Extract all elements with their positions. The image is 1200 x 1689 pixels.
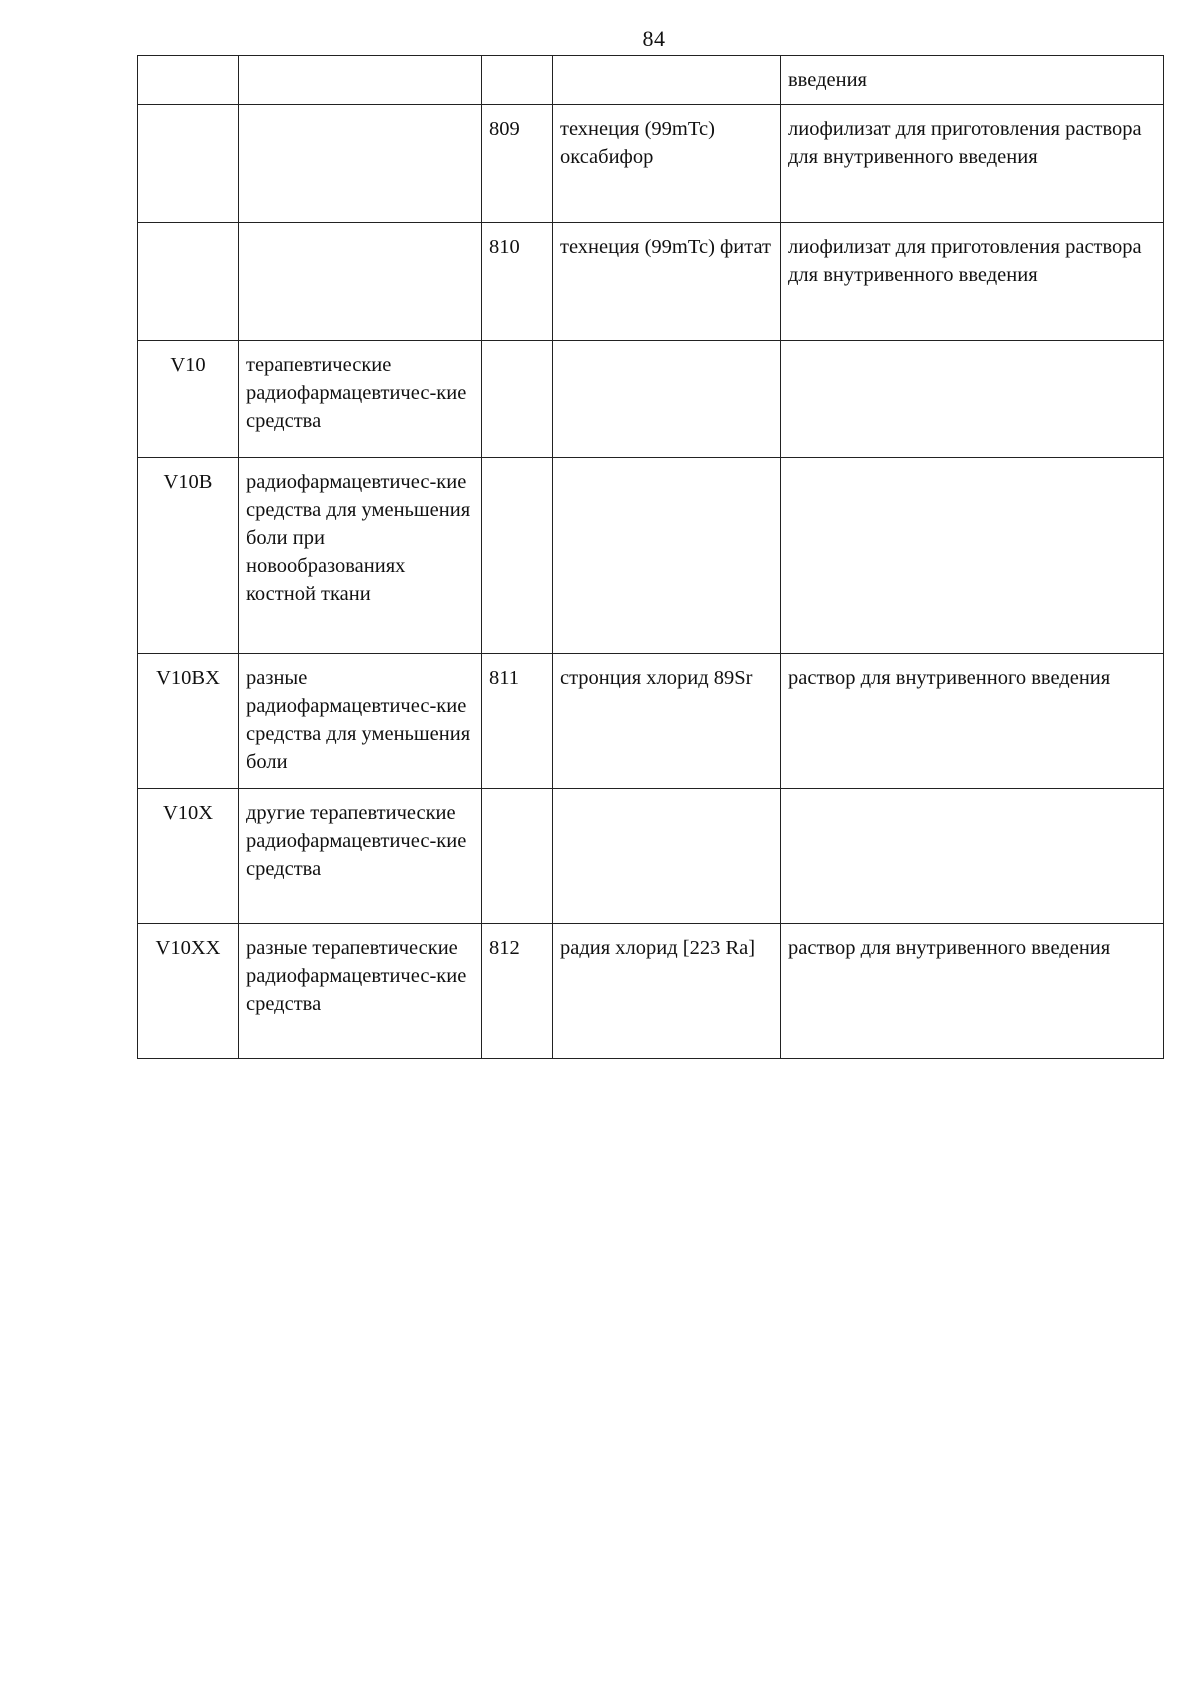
dosage-form-cell: лиофилизат для приготовления раствора для внутривенного введения — [781, 105, 1164, 223]
group-name-cell — [239, 105, 482, 223]
atc-code-cell: V10BX — [138, 654, 239, 789]
table-row — [138, 789, 1164, 924]
drug-name-cell — [553, 789, 781, 924]
dosage-form-cell: раствор для внутривенного введения — [781, 654, 1164, 789]
dosage-form-cell: лиофилизат для приготовления раствора для внутривенного введения — [781, 223, 1164, 341]
atc-code-cell: V10B — [138, 458, 239, 654]
atc-code-cell: V10XX — [138, 924, 239, 1059]
dosage-form-cell: раствор для внутривенного введения — [781, 924, 1164, 1059]
item-number-cell — [482, 341, 553, 458]
atc-code-cell — [138, 223, 239, 341]
group-name-cell: радиофармацевтичес-кие средства для уменьшения боли при новообразованиях костной ткани — [239, 458, 482, 654]
table-row — [138, 56, 1164, 105]
drug-table — [137, 55, 1164, 1059]
group-name-cell: разные радиофармацевтичес-кие средства для уменьшения боли — [239, 654, 482, 789]
item-number-cell — [482, 458, 553, 654]
dosage-form-cell — [781, 789, 1164, 924]
table-row — [138, 223, 1164, 341]
atc-code-cell: V10X — [138, 789, 239, 924]
item-number-cell: 810 — [482, 223, 553, 341]
group-name-cell — [239, 223, 482, 341]
page-number: 84 — [642, 26, 666, 51]
atc-code-cell — [138, 105, 239, 223]
item-number-cell — [482, 56, 553, 105]
dosage-form-cell — [781, 341, 1164, 458]
group-name-cell: терапевтические радиофармацевтичес-кие средства — [239, 341, 482, 458]
dosage-form-cell — [781, 458, 1164, 654]
atc-code-cell: V10 — [138, 341, 239, 458]
atc-code-cell — [138, 56, 239, 105]
item-number-cell: 809 — [482, 105, 553, 223]
drug-name-cell — [553, 341, 781, 458]
table-row — [138, 458, 1164, 654]
dosage-form-cell: введения — [781, 56, 1164, 105]
drug-name-cell: стронция хлорид 89Sr — [553, 654, 781, 789]
item-number-cell: 811 — [482, 654, 553, 789]
table-row — [138, 654, 1164, 789]
item-number-cell — [482, 789, 553, 924]
group-name-cell: разные терапевтические радиофармацевтичес-кие средства — [239, 924, 482, 1059]
table-row — [138, 105, 1164, 223]
item-number-cell: 812 — [482, 924, 553, 1059]
drug-name-cell — [553, 458, 781, 654]
table-row — [138, 341, 1164, 458]
drug-name-cell — [553, 56, 781, 105]
group-name-cell: другие терапевтические радиофармацевтичес-кие средства — [239, 789, 482, 924]
drug-name-cell: технеция (99mTc) фитат — [553, 223, 781, 341]
group-name-cell — [239, 56, 482, 105]
table-row — [138, 924, 1164, 1059]
drug-name-cell: радия хлорид [223 Ra] — [553, 924, 781, 1059]
drug-name-cell: технеция (99mTc) оксабифор — [553, 105, 781, 223]
